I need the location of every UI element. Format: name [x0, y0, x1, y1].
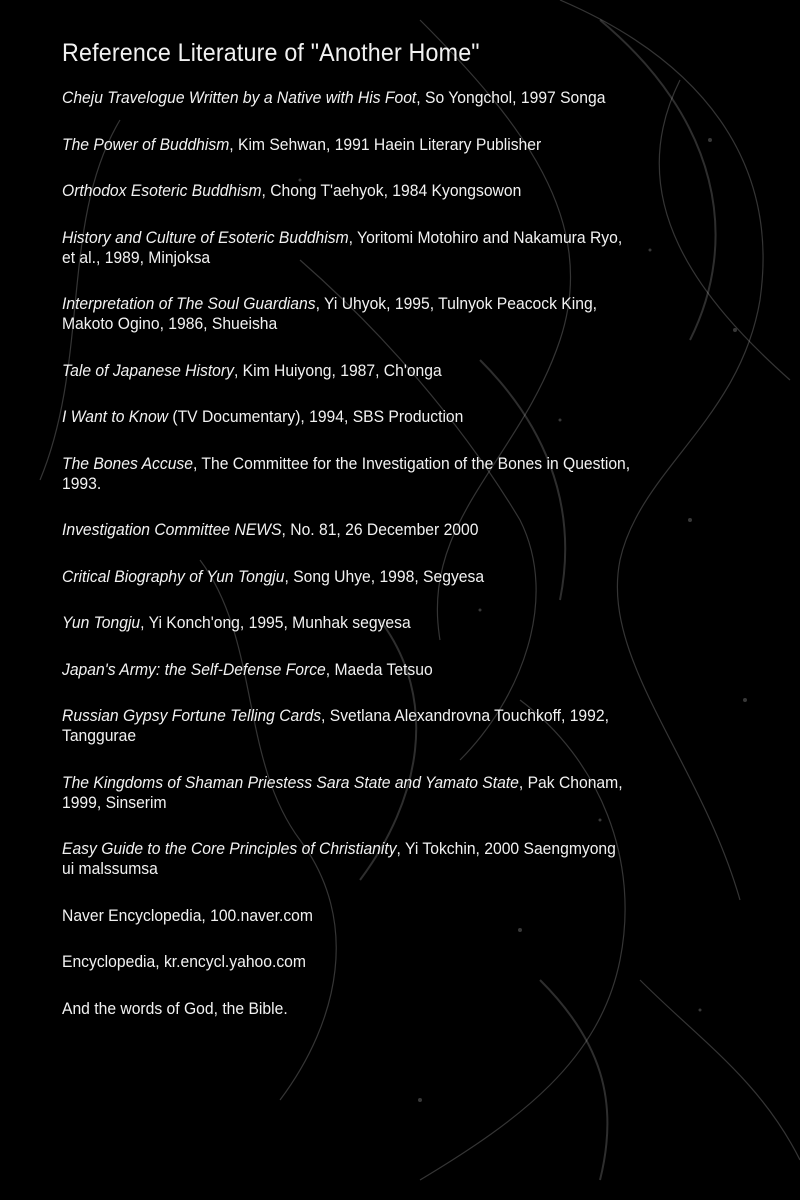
reference-details: (TV Documentary), 1994, SBS Production: [168, 408, 464, 426]
reference-details: , Kim Sehwan, 1991 Haein Literary Publisher: [229, 135, 542, 154]
reference-title: I Want to Know: [62, 408, 169, 426]
reference-item: [62, 454, 632, 494]
reference-title: Russian Gypsy Fortune Telling Cards: [62, 707, 322, 725]
reference-details: , No. 81, 26 December 2000: [281, 521, 479, 539]
reference-item: [62, 294, 632, 334]
reference-details: , Yi Konch'ong, 1995, Munhak segyesa: [140, 614, 411, 632]
reference-item: [62, 952, 632, 972]
reference-details: , Maeda Tetsuo: [325, 660, 433, 679]
reference-title: Investigation Committee NEWS: [62, 521, 282, 539]
reference-details: , So Yongchol, 1997 Songa: [416, 89, 606, 107]
reference-title: History and Culture of Esoteric Buddhism: [62, 228, 349, 247]
reference-title: Orthodox Esoteric Buddhism: [62, 182, 262, 200]
reference-item: [62, 361, 632, 381]
reference-details: , Svetlana Alexandrovna Touchkoff, 1992, Tanggurae: [62, 707, 609, 745]
reference-title: The Power of Buddhism: [62, 135, 230, 154]
reference-details: , Kim Huiyong, 1987, Ch'onga: [233, 361, 442, 380]
reference-details: , Pak Chonam, 1999, Sinserim: [62, 773, 623, 812]
reference-details: , Song Uhye, 1998, Segyesa: [284, 567, 485, 586]
reference-item: [62, 660, 632, 680]
reference-item: [62, 706, 632, 746]
reference-title: Yun Tongju: [62, 614, 141, 632]
reference-page: [62, 38, 662, 1045]
reference-title: The Kingdoms of Shaman Priestess Sara State and Yamato State: [62, 773, 519, 792]
reference-item: [62, 567, 632, 587]
reference-details: , Yi Uhyok, 1995, Tulnyok Peacock King, Makoto Ogino, 1986, Shueisha: [62, 295, 598, 333]
reference-item: [62, 999, 632, 1019]
reference-item: [62, 88, 632, 108]
reference-details: And the words of God, the Bible.: [62, 999, 288, 1018]
reference-item: [62, 135, 632, 155]
reference-item: [62, 773, 632, 813]
reference-title: Japan's Army: the Self-Defense Force: [62, 660, 326, 679]
reference-item: [62, 228, 632, 268]
reference-title: Critical Biography of Yun Tongju: [62, 567, 285, 586]
reference-title: Easy Guide to the Core Principles of Christianity: [62, 840, 397, 858]
reference-title: The Bones Accuse: [62, 454, 193, 473]
reference-title: Interpretation of The Soul Guardians: [62, 295, 316, 313]
page-title: Reference Literature of "Another Home": [62, 39, 480, 67]
reference-details: , The Committee for the Investigation of the Bones in Question, 1993.: [62, 454, 631, 493]
reference-item: [62, 407, 632, 427]
reference-list: [62, 88, 662, 1019]
reference-details: , Yoritomi Motohiro and Nakamura Ryo, et al., 1989, Minjoksa: [62, 228, 623, 267]
reference-details: Encyclopedia, kr.encycl.yahoo.com: [62, 953, 306, 971]
reference-item: [62, 839, 632, 879]
reference-details: , Yi Tokchin, 2000 Saengmyong ui malssumsa: [62, 840, 616, 878]
reference-details: Naver Encyclopedia, 100.naver.com: [62, 906, 313, 925]
reference-item: [62, 520, 632, 540]
reference-item: [62, 181, 632, 201]
reference-item: [62, 613, 632, 633]
reference-title: Tale of Japanese History: [62, 361, 234, 380]
reference-details: , Chong T'aehyok, 1984 Kyongsowon: [261, 182, 522, 200]
reference-item: [62, 906, 632, 926]
reference-title: Cheju Travelogue Written by a Native with His Foot: [62, 89, 417, 107]
